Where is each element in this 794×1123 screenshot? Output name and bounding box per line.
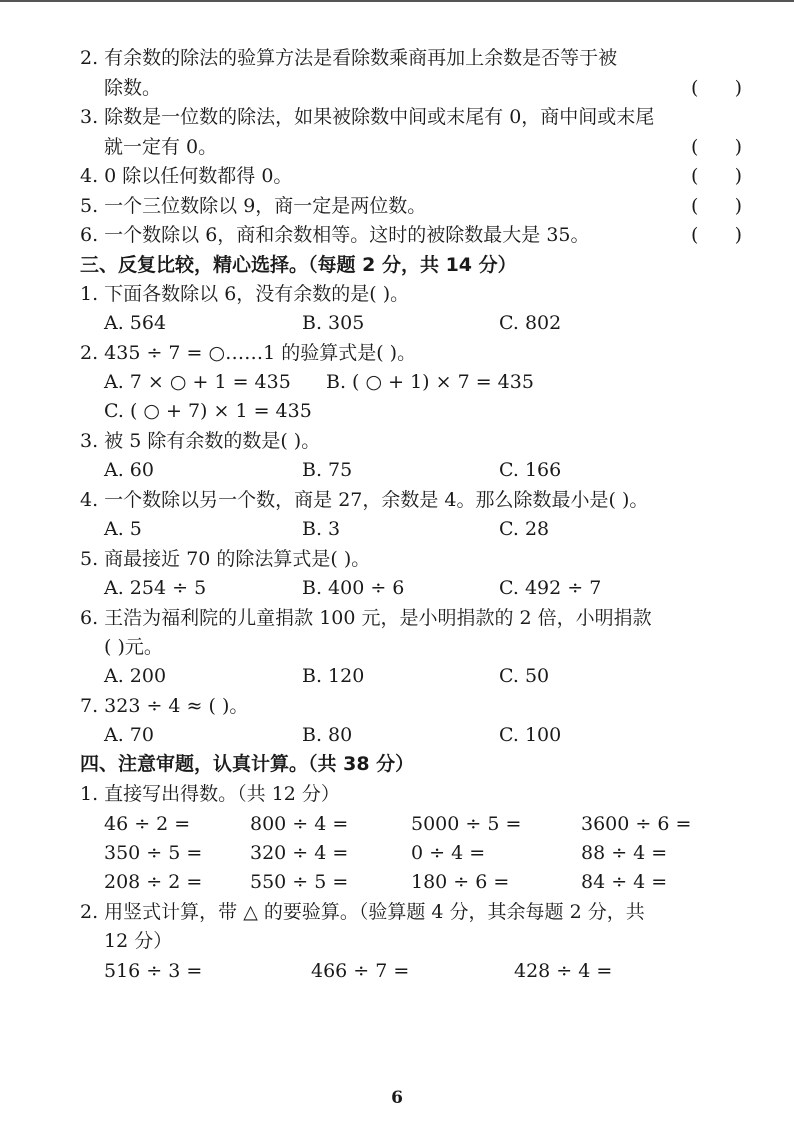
judge-item-3-line2: 就一定有 0。 — [104, 136, 218, 158]
judge-item-3-answer-blank[interactable]: ( ) — [690, 136, 742, 158]
choice-7-option-b[interactable]: B. 80 — [302, 724, 353, 746]
judge-item-6-answer-blank[interactable]: ( ) — [690, 224, 742, 246]
oral-calc-item: 84 ÷ 4 = — [581, 871, 668, 893]
choice-2-option-b[interactable]: B. ( ○ + 1) × 7 = 435 — [326, 371, 534, 393]
vertical-calc-item: 516 ÷ 3 = — [104, 960, 203, 982]
choice-question-7: 7. 323 ÷ 4 ≈ ( )。 — [80, 695, 249, 717]
choice-4-option-b[interactable]: B. 3 — [302, 518, 341, 540]
choice-question-3: 3. 被 5 除有余数的数是( )。 — [80, 430, 321, 452]
judge-item-4-answer-blank[interactable]: ( ) — [690, 165, 742, 187]
choice-2-option-a[interactable]: A. 7 × ○ + 1 = 435 — [104, 371, 291, 393]
judge-item-4: 4. 0 除以任何数都得 0。 — [80, 165, 293, 187]
choice-question-6-line2: ( )元。 — [104, 636, 163, 658]
oral-calc-item: 5000 ÷ 5 = — [411, 813, 522, 835]
choice-5-option-c[interactable]: C. 492 ÷ 7 — [499, 577, 602, 599]
oral-calc-item: 0 ÷ 4 = — [411, 842, 486, 864]
oral-calc-item: 3600 ÷ 6 = — [581, 813, 692, 835]
vertical-calc-item: 466 ÷ 7 = — [311, 960, 410, 982]
judge-item-2-line1: 2. 有余数的除法的验算方法是看除数乘商再加上余数是否等于被 — [80, 47, 618, 69]
choice-3-option-c[interactable]: C. 166 — [499, 459, 562, 481]
choice-1-option-b[interactable]: B. 305 — [302, 312, 365, 334]
choice-4-option-c[interactable]: C. 28 — [499, 518, 550, 540]
choice-question-2: 2. 435 ÷ 7 = ○……1 的验算式是( )。 — [80, 342, 417, 364]
judge-item-5: 5. 一个三位数除以 9，商一定是两位数。 — [80, 195, 427, 217]
choice-6-option-b[interactable]: B. 120 — [302, 665, 365, 687]
top-border-line — [0, 0, 794, 2]
choice-3-option-b[interactable]: B. 75 — [302, 459, 353, 481]
choice-6-option-c[interactable]: C. 50 — [499, 665, 550, 687]
oral-calc-item: 88 ÷ 4 = — [581, 842, 668, 864]
choice-7-option-a[interactable]: A. 70 — [104, 724, 154, 746]
judge-item-2-line2: 除数。 — [104, 77, 162, 99]
oral-calc-item: 800 ÷ 4 = — [250, 813, 349, 835]
choice-7-option-c[interactable]: C. 100 — [499, 724, 562, 746]
choice-question-4: 4. 一个数除以另一个数，商是 27，余数是 4。那么除数最小是( )。 — [80, 489, 649, 511]
section-3-title: 三、反复比较，精心选择。（每题 2 分，共 14 分） — [80, 254, 517, 276]
oral-calc-item: 350 ÷ 5 = — [104, 842, 203, 864]
section-4-title: 四、注意审题，认真计算。（共 38 分） — [80, 753, 415, 775]
page-number: 6 — [391, 1088, 403, 1108]
oral-calc-item: 550 ÷ 5 = — [250, 871, 349, 893]
oral-calc-item: 46 ÷ 2 = — [104, 813, 191, 835]
choice-1-option-a[interactable]: A. 564 — [104, 312, 167, 334]
judge-item-2-answer-blank[interactable]: ( ) — [690, 77, 742, 99]
choice-4-option-a[interactable]: A. 5 — [104, 518, 142, 540]
calc-question-1: 1. 直接写出得数。（共 12 分） — [80, 783, 340, 805]
choice-3-option-a[interactable]: A. 60 — [104, 459, 154, 481]
choice-6-option-a[interactable]: A. 200 — [104, 665, 167, 687]
choice-1-option-c[interactable]: C. 802 — [499, 312, 562, 334]
calc-question-2-line1: 2. 用竖式计算，带 △ 的要验算。（验算题 4 分，其余每题 2 分，共 — [80, 901, 645, 923]
oral-calc-item: 320 ÷ 4 = — [250, 842, 349, 864]
choice-question-5: 5. 商最接近 70 的除法算式是( )。 — [80, 548, 371, 570]
judge-item-3-line1: 3. 除数是一位数的除法，如果被除数中间或末尾有 0，商中间或末尾 — [80, 106, 655, 128]
vertical-calc-item: 428 ÷ 4 = — [514, 960, 613, 982]
calc-question-2-line2: 12 分） — [104, 930, 173, 952]
choice-question-6-line1: 6. 王浩为福利院的儿童捐款 100 元，是小明捐款的 2 倍，小明捐款 — [80, 607, 652, 629]
judge-item-5-answer-blank[interactable]: ( ) — [690, 195, 742, 217]
oral-calc-item: 208 ÷ 2 = — [104, 871, 203, 893]
judge-item-6: 6. 一个数除以 6，商和余数相等。这时的被除数最大是 35。 — [80, 224, 590, 246]
oral-calc-item: 180 ÷ 6 = — [411, 871, 510, 893]
choice-5-option-b[interactable]: B. 400 ÷ 6 — [302, 577, 405, 599]
choice-question-1: 1. 下面各数除以 6，没有余数的是( )。 — [80, 283, 410, 305]
choice-2-option-c[interactable]: C. ( ○ + 7) × 1 = 435 — [104, 400, 312, 422]
choice-5-option-a[interactable]: A. 254 ÷ 5 — [104, 577, 207, 599]
